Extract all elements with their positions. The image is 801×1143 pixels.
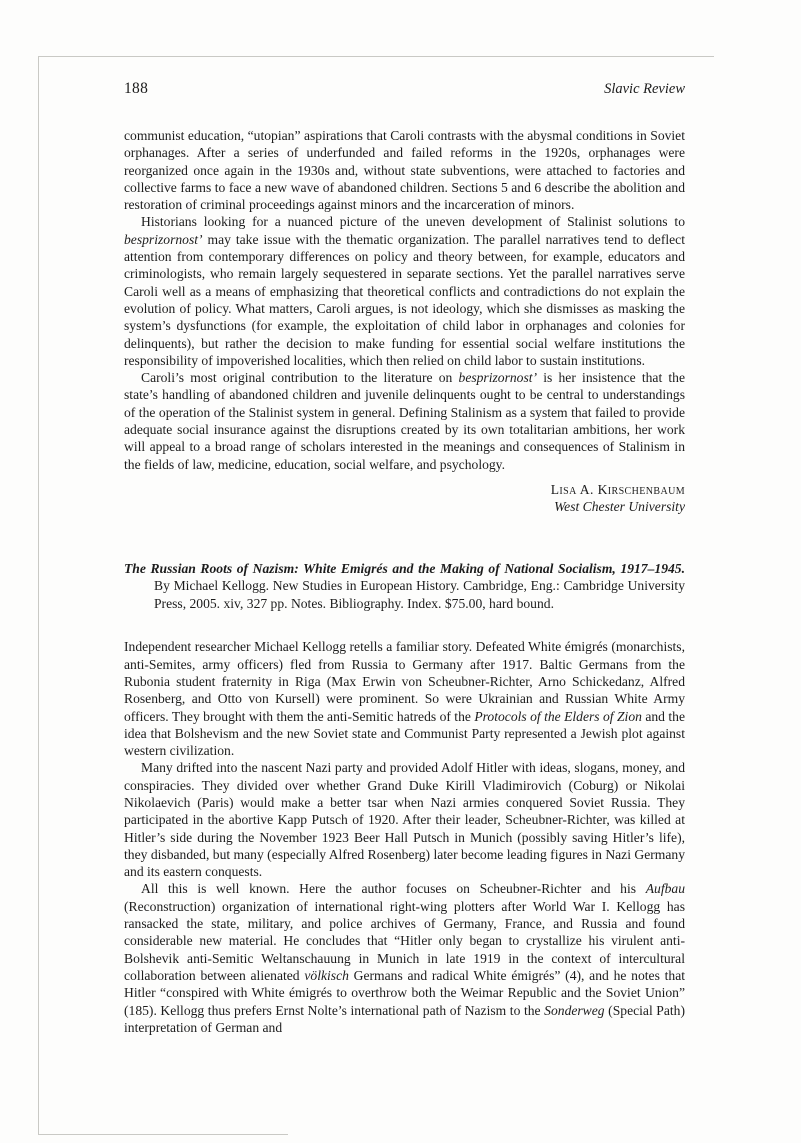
reviewer-signature bbox=[124, 481, 685, 516]
book-details: By Michael Kellogg. New Studies in European History. Cambridge, Eng.: Cambridge University Press, 2005. xiv, 327 pp. Notes. Bibliography. Index. $75.00, hard bound. bbox=[154, 578, 685, 611]
text-run: is her insistence that the state’s handling of abandoned children and juvenile delinquents ought to be central to understandings of the operation of the Stalinist system in general. Defining Stalinism as a system that failed to provide adequate social insurance against the disruptions created by its own totalitarian ambitions, her work will appeal to a broad range of scholars interested in the meanings and consequences of Stalinism in the fields of law, medicine, education, social welfare, and psychology. bbox=[124, 370, 686, 472]
reviewer-affiliation: West Chester University bbox=[554, 499, 685, 515]
page-edge-left bbox=[38, 56, 39, 1135]
book-title: The Russian Roots of Nazism: White Emigrés and the Making of National Socialism, 1917–1945. bbox=[124, 560, 685, 576]
text-run: All this is well known. Here the author focuses on Scheubner-Richter and his bbox=[141, 881, 646, 897]
page-edge-top bbox=[38, 56, 714, 57]
text-run: Independent researcher Michael Kellogg retells a familiar story. Defeated White émigrés (monarchists, anti-Semites, army officers) fled from Russia to Germany after 1917. Baltic Germans from the Rubonia student fraternity in Riga (Max Erwin von Scheubner-Richter, Arno Schickedanz, Alfred Rosenberg, and Otto von Kursell) were prominent. So were Ukrainian and Russian White Army officers. They brought with them the anti-Semitic hatreds of the bbox=[124, 639, 685, 724]
text-run: (Reconstruction) organization of international right-wing plotters after World War I. Kellogg has ransacked the state, military, and police archives of Germany, France, and Russia and found considerable new material. He concludes that “Hitler only began to crystallize his virulent anti-Bolshevik anti-Semitic Weltanschauung in Munich in late 1919 in the context of intercultural collaboration between alienated bbox=[124, 898, 685, 983]
text-run: may take issue with the thematic organization. The parallel narratives tend to deflect attention from contemporary differences on policy and theory between, for example, educators and criminologists, who remain largely sequestered in separate sections. Yet the parallel narratives serve Caroli well as a means of emphasizing that theoretical conflicts and contradictions do not explain the evolution of policy. What matters, Caroli argues, is not ideology, which she dismisses as masking the system’s dysfunctions (for example, the exploitation of child labor in orphanages and colonies for delinquents), but rather the decision to make funding for essential social welfare institutions the responsibility of impoverished localities, which then relied on child labor to sustain institutions. bbox=[124, 231, 685, 368]
review-caroli bbox=[124, 127, 685, 516]
italic-text-run: besprizornost’ bbox=[124, 231, 203, 247]
paragraph bbox=[124, 369, 685, 473]
italic-text-run: Protocols of the Elders of Zion bbox=[474, 708, 642, 724]
text-run: Caroli’s most original contribution to the literature on bbox=[141, 370, 459, 386]
text-run: Many drifted into the nascent Nazi party and provided Adolf Hitler with ideas, slogans, money, and conspiracies. They divided over whether Grand Duke Kirill Vladimirovich (Coburg) or Nikolai Nikolaevich (Paris) would make a better tsar when Nazi armies conquered Soviet Russia. They participated in the abortive Kapp Putsch of 1920. After their leader, Scheubner-Richter, was killed at Hitler’s side during the November 1923 Beer Hall Putsch in Munich (possibly saving Hitler’s life), they disbanded, but many (especially Alfred Rosenberg) later become leading figures in Nazi Germany and its eastern conquests. bbox=[124, 760, 685, 880]
text-run: Historians looking for a nuanced picture of the uneven development of Stalinist solutions to bbox=[141, 214, 685, 230]
text-run: communist education, “utopian” aspirations that Caroli contrasts with the abysmal conditions in Soviet orphanages. After a series of underfunded and failed reforms in the 1920s, orphanages were reorganized once again in the 1930s and, without state subventions, were attached to factories and collective farms to face a new wave of abandoned children. Sections 5 and 6 describe the abolition and restoration of criminal proceedings against minors and the incarceration of minors. bbox=[124, 128, 685, 213]
italic-text-run: besprizornost’ bbox=[458, 370, 538, 386]
paragraph bbox=[124, 213, 685, 369]
page-edge-bottom bbox=[38, 1134, 288, 1135]
review-kellogg bbox=[124, 560, 685, 1037]
paragraph bbox=[124, 759, 685, 880]
paragraph bbox=[124, 127, 685, 213]
paragraph bbox=[124, 638, 685, 759]
text-run: and the idea that Bolshevism and the new Soviet state and Communist Party represented a Jewish plot against western civilization. bbox=[124, 708, 685, 759]
book-citation bbox=[124, 560, 685, 613]
page-number: 188 bbox=[124, 80, 149, 97]
review-caroli-body bbox=[124, 127, 685, 473]
running-header bbox=[124, 80, 685, 98]
italic-text-run: völkisch bbox=[304, 967, 349, 983]
journal-title: Slavic Review bbox=[604, 81, 685, 97]
text-run: Germans and radical White émigrés” (4), and he notes that Hitler “conspired with White émigrés to overthrow both the Weimar Republic and the Soviet Union” (185). Kellogg thus prefers Ernst Nolte’s international path of Nazism to the bbox=[124, 967, 686, 1018]
italic-text-run: Sonderweg bbox=[544, 1002, 605, 1018]
text-run: (Special Path) interpretation of German and bbox=[124, 1002, 685, 1035]
reviewer-name: Lisa A. Kirschenbaum bbox=[550, 481, 685, 497]
italic-text-run: Aufbau bbox=[645, 881, 685, 897]
page-content bbox=[124, 80, 685, 1036]
review-kellogg-body bbox=[124, 638, 685, 1036]
paragraph bbox=[124, 880, 685, 1036]
